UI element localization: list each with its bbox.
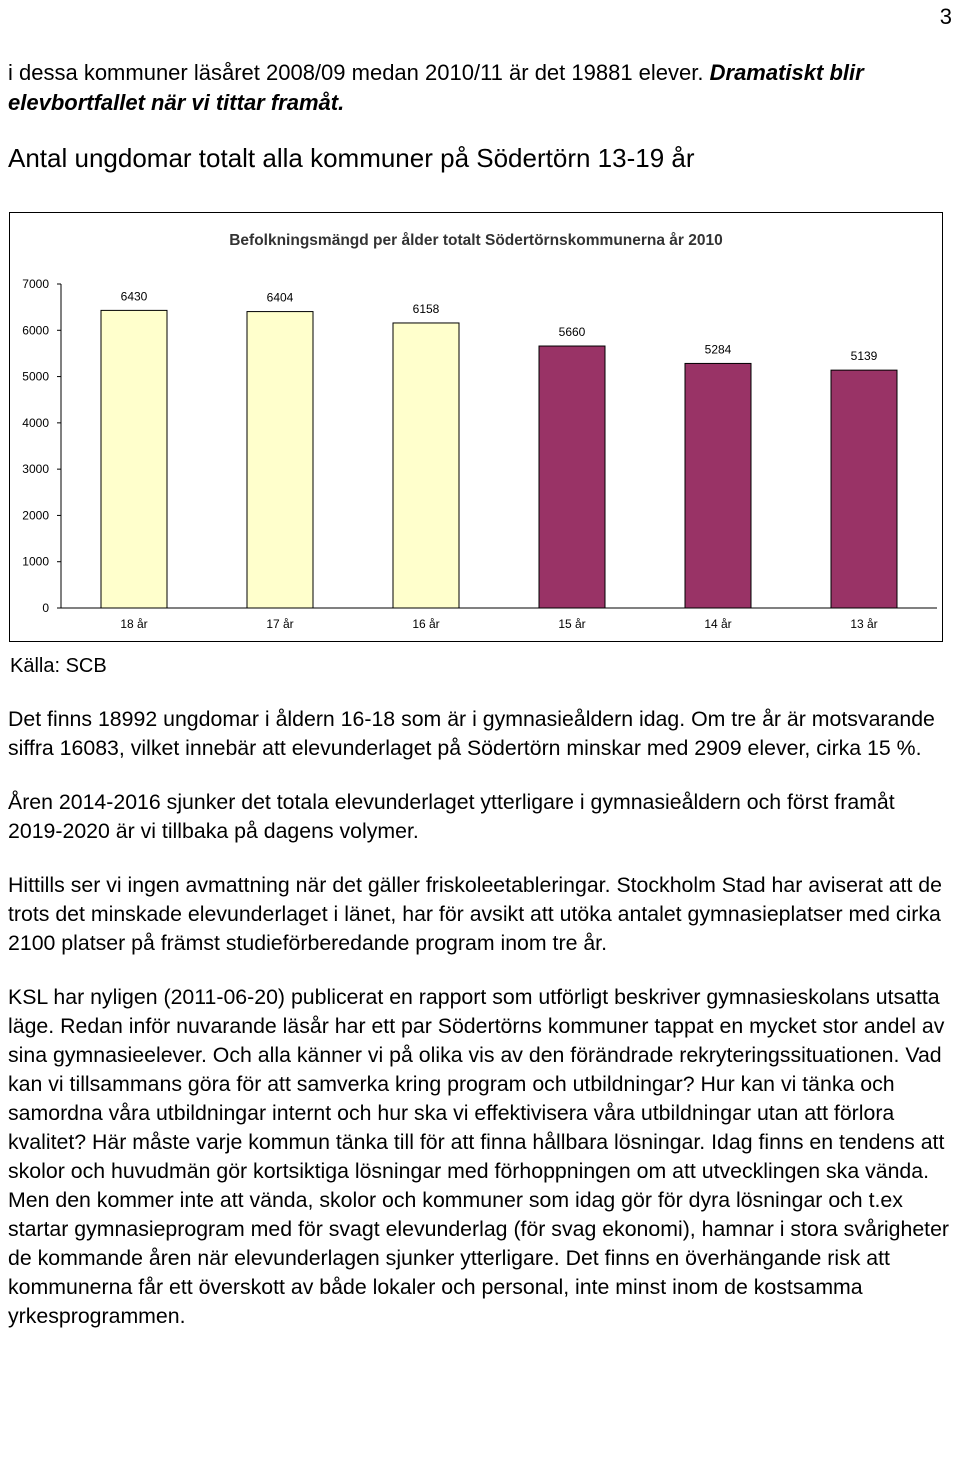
x-tick-label: 14 år <box>704 617 732 631</box>
bar <box>831 370 897 608</box>
data-label: 6404 <box>266 290 294 305</box>
data-label: 6430 <box>120 289 148 304</box>
chart-title: Befolkningsmängd per ålder totalt Södertörnskommunerna år 2010 <box>229 232 723 249</box>
body-text <box>8 705 952 1356</box>
paragraph: Det finns 18992 ungdomar i åldern 16-18 som är i gymnasieåldern idag. Om tre år är motsvarande siffra 16083, vilket innebär att elevunderlaget på Södertörn minskar med 2909 elever, cirka 15 %. <box>8 707 935 760</box>
x-tick-label: 16 år <box>412 617 440 631</box>
y-tick-label: 0 <box>42 601 49 615</box>
bar <box>539 346 605 608</box>
x-tick-label: 18 år <box>120 617 148 631</box>
x-tick-label: 13 år <box>850 617 878 631</box>
bar <box>393 323 459 608</box>
source-label: Källa: SCB <box>10 655 107 677</box>
data-label: 6158 <box>412 301 440 316</box>
intro-sentence: i dessa kommuner läsåret 2008/09 medan 2010/11 är det 19881 elever. <box>8 60 704 85</box>
intro-text <box>8 58 952 118</box>
x-tick-label: 15 år <box>558 617 586 631</box>
bar <box>101 310 167 608</box>
bar-chart <box>9 212 943 642</box>
data-label: 5284 <box>704 342 732 357</box>
data-label: 5139 <box>850 349 878 364</box>
bar <box>685 363 751 608</box>
intro-emphasis: Dramatiskt blir elevbortfallet när vi tittar framåt. <box>8 60 864 115</box>
data-label: 5660 <box>558 325 586 340</box>
page-number: 3 <box>939 4 952 29</box>
section-title: Antal ungdomar totalt alla kommuner på Södertörn 13-19 år <box>8 143 695 173</box>
y-tick-label: 4000 <box>22 415 49 430</box>
y-tick-label: 2000 <box>22 508 49 523</box>
paragraph: KSL har nyligen (2011-06-20) publicerat en rapport som utförligt beskriver gymnasieskolans utsatta läge. Redan inför nuvarande läsår har ett par Södertörns kommuner tappat en mycket stor andel av sina gymnasieelever. Och alla känner vi på olika vis av den förändrade rekryteringssituationen. Vad kan vi tillsammans göra för att samverka kring program och utbildningar? Hur kan vi tänka och samordna våra utbildningar internt och hur ska vi effektivisera våra utbildningar utan att förlora kvalitet? Här måste varje kommun tänka till för att finna hållbara lösningar. Idag finns en tendens att skolor och huvudmän gör kortsiktiga lösningar med förhoppningen om att utvecklingen ska vända. Men den kommer inte att vända, skolor och kommuner som idag gör för dyra lösningar och t.ex startar gymnasieprogram med för svagt elevunderlag (för svag ekonomi), hamnar i stora svårigheter de kommande åren när elevunderlagen sjunker ytterligare. Det finns en överhängande risk att kommunerna får ett överskott av både lokaler och personal, inte minst inom de kostsamma yrkesprogrammen. <box>8 985 950 1328</box>
y-tick-label: 3000 <box>22 462 49 477</box>
x-tick-label: 17 år <box>266 617 294 631</box>
y-tick-label: 6000 <box>22 323 49 338</box>
paragraph: Åren 2014-2016 sjunker det totala elevunderlaget ytterligare i gymnasieåldern och först framåt 2019-2020 är vi tillbaka på dagens volymer. <box>8 790 895 843</box>
y-tick-label: 5000 <box>22 369 49 384</box>
paragraph: Hittills ser vi ingen avmattning när det gäller friskoleetableringar. Stockholm Stad har aviserat att de trots det minskade elevunderlaget i länet, har för avsikt att utöka antalet gymnasieplatser med cirka 2100 platser på främst studieförberedande program inom tre år. <box>8 873 942 955</box>
y-tick-label: 7000 <box>22 277 49 291</box>
y-tick-label: 1000 <box>22 554 49 569</box>
bar <box>247 312 313 608</box>
